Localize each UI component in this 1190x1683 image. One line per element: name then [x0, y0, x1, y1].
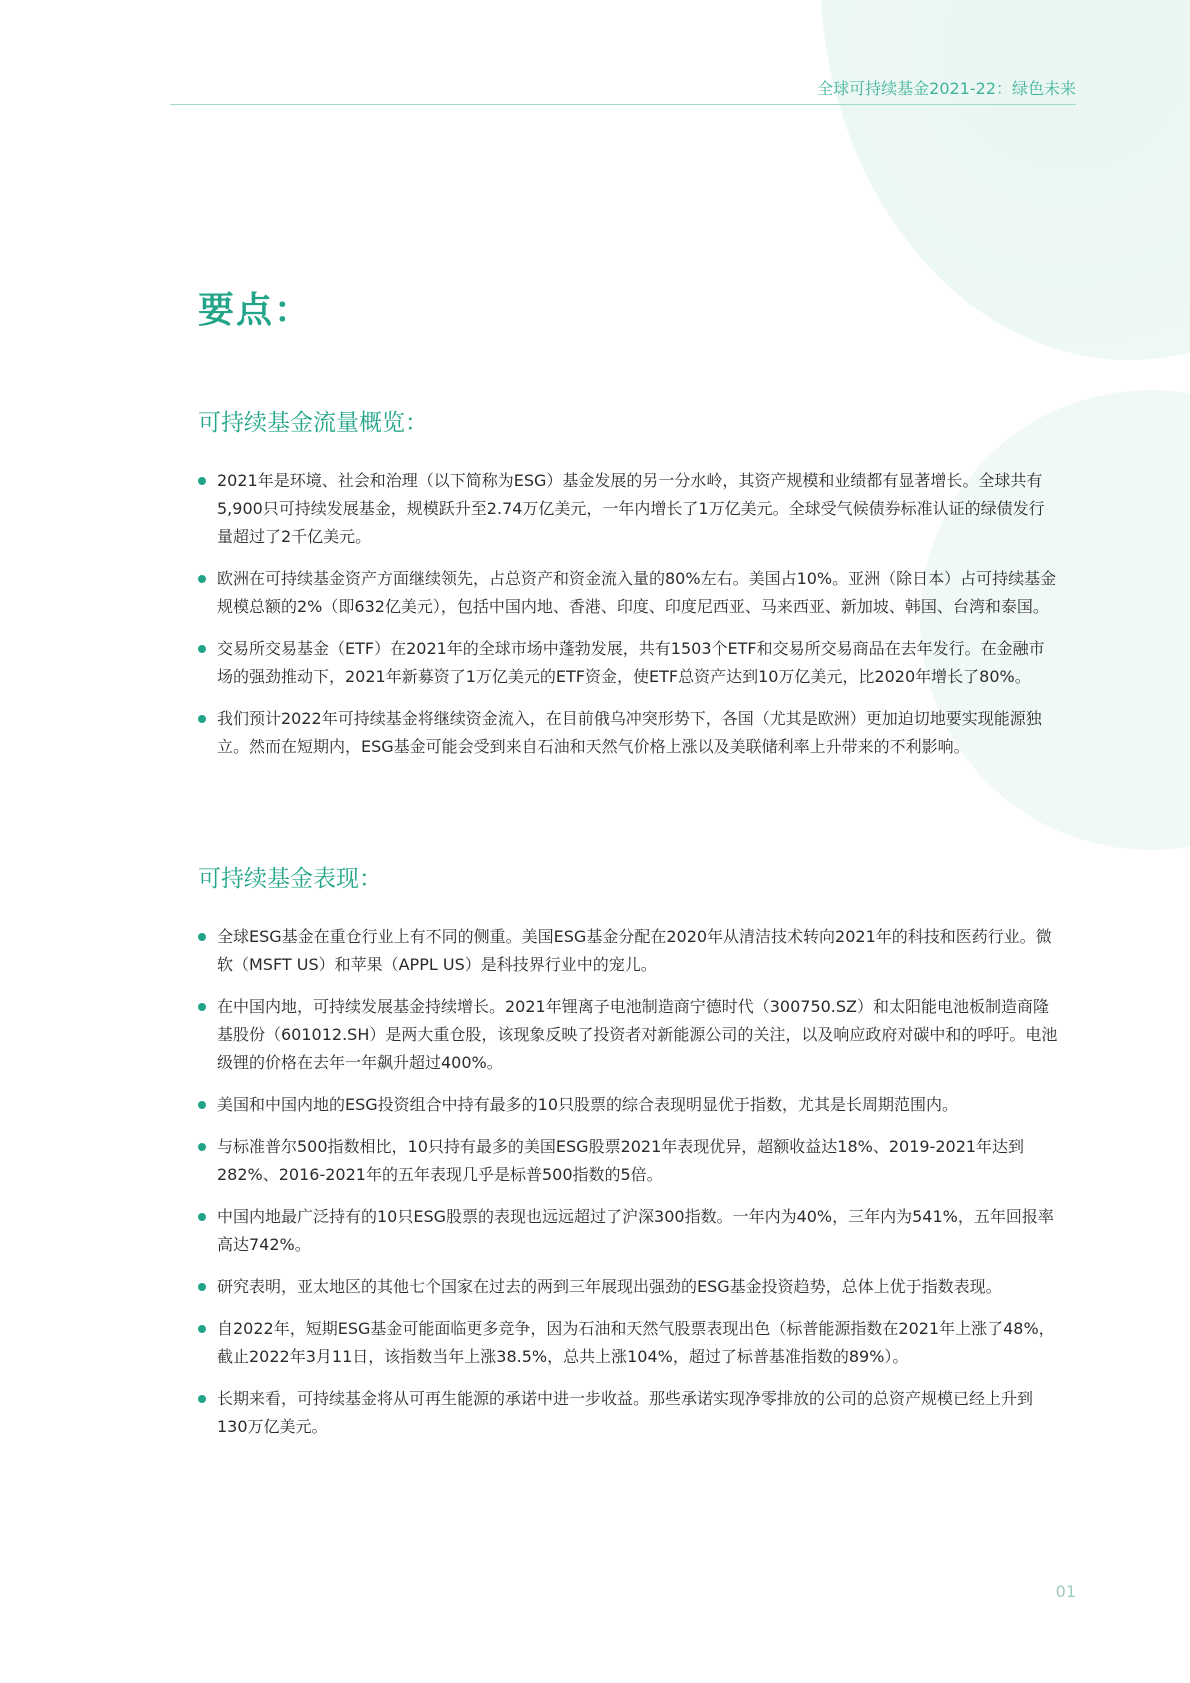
bullet-text: 美国和中国内地的ESG投资组合中持有最多的10只股票的综合表现明显优于指数，尤其是长周期范围内。 [217, 1095, 959, 1114]
bullet-dot-icon [198, 1101, 206, 1109]
bullet-text: 自2022年，短期ESG基金可能面临更多竞争，因为石油和天然气股票表现出色（标普能源指数在2021年上涨了48%，截止2022年3月11日，该指数当年上涨38.5%，总共上涨104%，超过了标普基准指数的89%）。 [217, 1319, 1055, 1366]
bullet-list [198, 467, 1058, 761]
bullet-text: 2021年是环境、社会和治理（以下简称为ESG）基金发展的另一分水岭，其资产规模和业绩都有显著增长。全球共有5,900只可持续发展基金，规模跃升至2.74万亿美元，一年内增长了1万亿美元。全球受气候债券标准认证的绿债发行量超过了2千亿美元。 [217, 471, 1045, 546]
bullet-dot-icon [198, 477, 206, 485]
bullet-dot-icon [198, 933, 206, 941]
bullet-item [198, 635, 1058, 691]
bullet-text: 长期来看，可持续基金将从可再生能源的承诺中进一步收益。那些承诺实现净零排放的公司的总资产规模已经上升到130万亿美元。 [217, 1389, 1034, 1436]
bullet-dot-icon [198, 1325, 206, 1333]
bullet-text: 研究表明，亚太地区的其他七个国家在过去的两到三年展现出强劲的ESG基金投资趋势，总体上优于指数表现。 [217, 1277, 1002, 1296]
bullet-text: 中国内地最广泛持有的10只ESG股票的表现也远远超过了沪深300指数。一年内为40%，三年内为541%，五年回报率高达742%。 [217, 1207, 1054, 1254]
section-fund-flows [198, 404, 1058, 775]
section-heading: 可持续基金表现： [198, 866, 382, 892]
page-number: 01 [1055, 1582, 1076, 1601]
bullet-dot-icon [198, 1003, 206, 1011]
bullet-item [198, 705, 1058, 761]
bullet-item [198, 1273, 1058, 1301]
page-title: 要点： [198, 290, 313, 331]
bullet-item [198, 923, 1058, 979]
bullet-dot-icon [198, 715, 206, 723]
section-fund-performance [198, 860, 1058, 1455]
bullet-item [198, 1091, 1058, 1119]
header-divider [170, 104, 1076, 105]
bullet-text: 在中国内地，可持续发展基金持续增长。2021年锂离子电池制造商宁德时代（300750.SZ）和太阳能电池板制造商隆基股份（601012.SH）是两大重仓股，该现象反映了投资者对新能源公司的关注，以及响应政府对碳中和的呼吁。电池级锂的价格在去年一年飙升超过400%。 [217, 997, 1058, 1072]
bullet-dot-icon [198, 1283, 206, 1291]
bullet-list [198, 923, 1058, 1441]
bullet-dot-icon [198, 1395, 206, 1403]
bullet-dot-icon [198, 1143, 206, 1151]
bullet-item [198, 565, 1058, 621]
bullet-item [198, 1133, 1058, 1189]
header-title: 全球可持续基金2021-22：绿色未来 [817, 79, 1076, 98]
bullet-item [198, 467, 1058, 551]
bullet-dot-icon [198, 645, 206, 653]
bullet-item [198, 1385, 1058, 1441]
bullet-item [198, 1203, 1058, 1259]
bullet-dot-icon [198, 575, 206, 583]
bullet-text: 我们预计2022年可持续基金将继续资金流入，在目前俄乌冲突形势下，各国（尤其是欧洲）更加迫切地要实现能源独立。然而在短期内，ESG基金可能会受到来自石油和天然气价格上涨以及美联储利率上升带来的不利影响。 [217, 709, 1042, 756]
bullet-text: 欧洲在可持续基金资产方面继续领先，占总资产和资金流入量的80%左右。美国占10%。亚洲（除日本）占可持续基金规模总额的2%（即632亿美元），包括中国内地、香港、印度、印度尼西亚、马来西亚、新加坡、韩国、台湾和泰国。 [217, 569, 1057, 616]
bullet-item [198, 993, 1058, 1077]
decorative-circle-top [820, 0, 1190, 360]
bullet-item [198, 1315, 1058, 1371]
bullet-text: 交易所交易基金（ETF）在2021年的全球市场中蓬勃发展，共有1503个ETF和交易所交易商品在去年发行。在金融市场的强劲推动下，2021年新募资了1万亿美元的ETF资金，使ETF总资产达到10万亿美元，比2020年增长了80%。 [217, 639, 1045, 686]
bullet-text: 全球ESG基金在重仓行业上有不同的侧重。美国ESG基金分配在2020年从清洁技术转向2021年的科技和医药行业。微软（MSFT US）和苹果（APPL US）是科技界行业中的宠儿。 [217, 927, 1052, 974]
bullet-dot-icon [198, 1213, 206, 1221]
section-heading: 可持续基金流量概览： [198, 410, 428, 436]
bullet-text: 与标准普尔500指数相比，10只持有最多的美国ESG股票2021年表现优异，超额收益达18%、2019-2021年达到282%、2016-2021年的五年表现几乎是标普500指数的5倍。 [217, 1137, 1025, 1184]
